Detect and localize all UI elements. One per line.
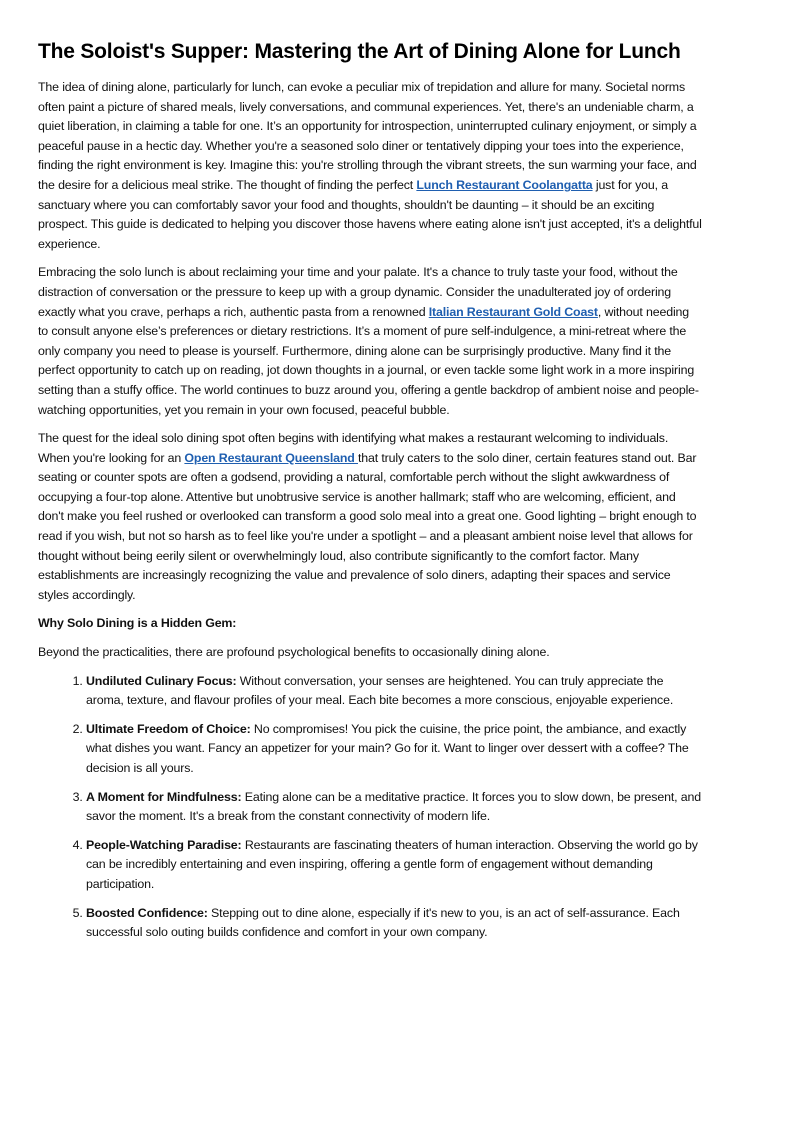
ideal-spot-paragraph — [38, 429, 702, 605]
list-item-title: Boosted Confidence: — [86, 905, 208, 920]
intro-paragraph — [38, 78, 702, 254]
paragraph-text: The idea of dining alone, particularly for lunch, can evoke a peculiar mix of trepidation and allure for many. Societal norms often paint a picture of shared meals, lively conversations, and communal experiences. Yet, there's an undeniable charm, a quiet liberation, in claiming a table for one. It’s an opportunity for introspection, uninterrupted culinary enjoyment, or simply a peaceful pause in a hectic day. Whether you're a seasoned solo diner or tentatively dipping your toes into the experience, finding the right environment is key. Imagine this: you're strolling through the vibrant streets, the sun warming your face, and the desire for a delicious meal strike. The thought of finding the perfect — [38, 80, 697, 192]
solo-lunch-paragraph — [38, 263, 702, 420]
list-item-title: People-Watching Paradise: — [86, 837, 242, 852]
document-page — [38, 38, 702, 952]
link-italian-restaurant-gold-coast[interactable]: Italian Restaurant Gold Coast — [428, 304, 598, 319]
benefits-intro: Beyond the practicalities, there are profound psychological benefits to occasionally dining alone. — [38, 645, 550, 660]
paragraph-text: that truly caters to the solo diner, certain features stand out. Bar seating or counter spots are often a godsend, providing a natural, comfortable perch without the slight awkwardness of occupying a four-top alone. Attentive but unobtrusive service is another hallmark; staff who are welcoming, efficient, and don't make you feel rushed or overlooked can transform a good solo meal into a great one. Good lighting – bright enough to read if you wish, but not so harsh as to feel like you're under a spotlight – and a pleasant ambient noise level that allows for thought without being eerily silent or overwhelmingly loud, also contribute significantly to the comfort factor. Many establishments are increasingly recognizing the value and prevalence of solo diners, adapting their spaces and service styles accordingly. — [38, 450, 697, 602]
section-subheading: Why Solo Dining is a Hidden Gem: — [38, 616, 237, 631]
list-item-text: Eating alone can be a meditative practice. It forces you to slow down, be present, and savor the moment. It's a break from the constant connectivity of modern life. — [86, 789, 701, 824]
paragraph-text: The quest for the ideal solo dining spot often begins with identifying what makes a restaurant welcoming to individuals. When you're looking for an — [38, 431, 669, 465]
paragraph-text: just for you, a sanctuary where you can comfortably savor your food and thoughts, shouldn't be daunting – it should be an exciting prospect. This guide is dedicated to helping you discover those havens where eating alone isn't just accepted, it's a delightful experience. — [38, 177, 702, 251]
benefits-list — [38, 672, 702, 943]
list-item-title: Ultimate Freedom of Choice: — [86, 721, 251, 736]
link-lunch-restaurant-coolangatta[interactable]: Lunch Restaurant Coolangatta — [416, 177, 593, 192]
list-item — [86, 836, 702, 895]
link-open-restaurant-queensland[interactable]: Open Restaurant Queensland — [184, 450, 358, 465]
list-item — [86, 672, 702, 711]
list-item-title: Undiluted Culinary Focus: — [86, 673, 237, 688]
paragraph-text: Embracing the solo lunch is about reclaiming your time and your palate. It's a chance to truly taste your food, without the distraction of conversation or the pressure to keep up with a group dynamic. Consider the unadulterated joy of ordering exactly what you crave, perhaps a rich, authentic pasta from a renowned — [38, 265, 678, 319]
list-item — [86, 720, 702, 779]
paragraph-text: , without needing to consult anyone else’s preferences or dietary restrictions. It’s a moment of pure self-indulgence, a mini-retreat where the only company you need to please is yourself. Furthermore, dining alone can be surprisingly productive. Many find it the perfect opportunity to catch up on reading, jot down thoughts in a journal, or even tackle some light work in a more inspiring setting than a stuffy office. The world continues to buzz around you, offering a gentle backdrop of ambient noise and people-watching opportunities, yet you remain in your own focused, peaceful bubble. — [38, 304, 699, 417]
page-title: The Soloist's Supper: Mastering the Art of Dining Alone for Lunch — [38, 40, 681, 63]
list-item-title: A Moment for Mindfulness: — [86, 789, 242, 804]
list-item-text: No compromises! You pick the cuisine, the price point, the ambiance, and exactly what dishes you want. Fancy an appetizer for your main? Go for it. Want to linger over dessert with a coffee? The decision is all yours. — [86, 721, 689, 775]
list-item-text: Without conversation, your senses are heightened. You can truly appreciate the aroma, texture, and flavour profiles of your meal. Each bite becomes a more conscious, enjoyable experience. — [86, 673, 674, 708]
list-item — [86, 904, 702, 943]
list-item-text: Restaurants are fascinating theaters of human interaction. Observing the world go by can be incredibly entertaining and even inspiring, offering a gentle form of engagement without demanding participation. — [86, 837, 698, 891]
list-item — [86, 788, 702, 827]
list-item-text: Stepping out to dine alone, especially if it's new to you, is an act of self-assurance. Each successful solo outing builds confidence and comfort in your own company. — [86, 905, 680, 940]
